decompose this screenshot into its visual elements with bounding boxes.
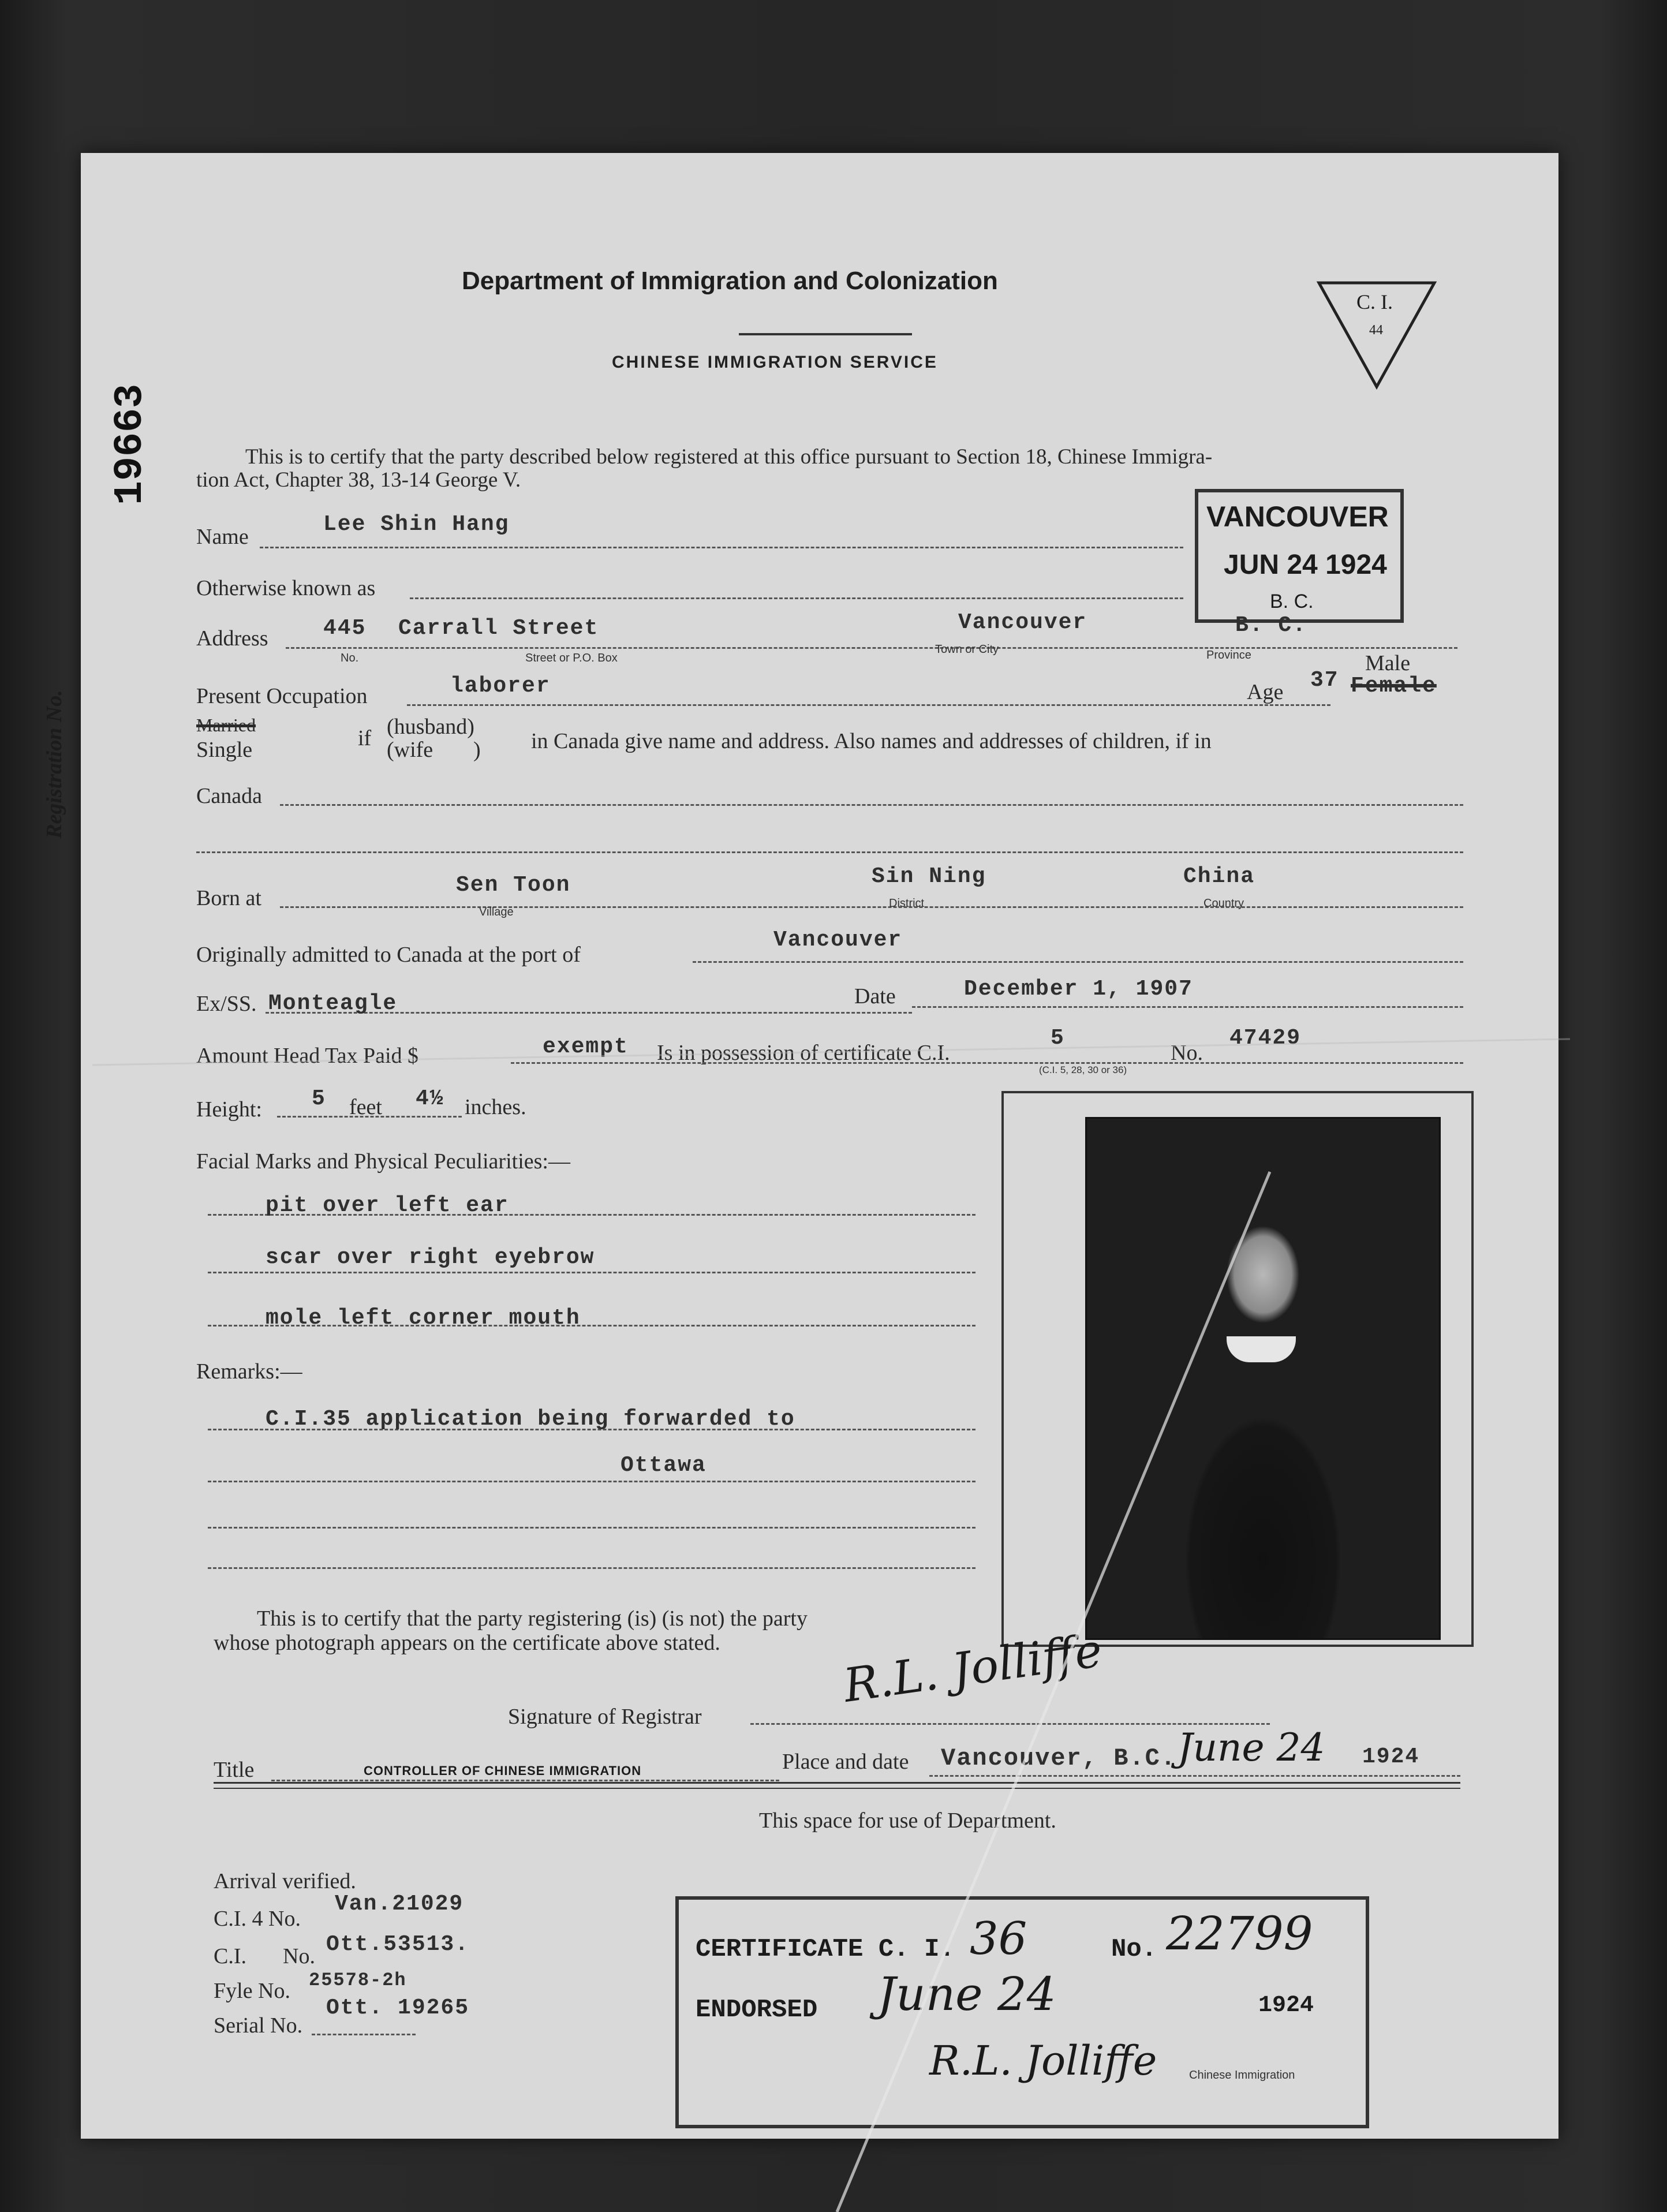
port-value: Vancouver xyxy=(773,928,903,952)
stamp-date: JUN 24 1924 xyxy=(1224,550,1387,580)
mark-3: mole left corner mouth xyxy=(266,1306,581,1331)
form-number: 44 xyxy=(1369,323,1383,338)
place-date-value: Vancouver, B.C. xyxy=(941,1744,1177,1772)
certificate-no-value: 47429 xyxy=(1229,1026,1302,1051)
address-label: Address xyxy=(196,626,268,651)
remark-1: C.I.35 application being forwarded to xyxy=(266,1407,795,1432)
village-caption: Village xyxy=(479,906,514,918)
canada-label: Canada xyxy=(196,784,262,808)
height-feet: 5 xyxy=(312,1086,326,1111)
department-space-label: This space for use of Department. xyxy=(759,1809,1056,1833)
registration-label: Registration No. xyxy=(42,690,66,839)
address-town-caption: Town or City xyxy=(935,643,999,656)
title-value: CONTROLLER OF CHINESE IMMIGRATION xyxy=(364,1763,642,1778)
stamp-endorsed-year: 1924 xyxy=(1258,1993,1314,2019)
ship-value: Monteagle xyxy=(268,991,398,1016)
ci-label: C.I. xyxy=(214,1944,246,1968)
admitted-label: Originally admitted to Canada at the port of xyxy=(196,943,581,967)
head-tax-value: exempt xyxy=(543,1034,629,1059)
department-title: Department of Immigration and Colonization xyxy=(462,267,998,295)
feet-label: feet xyxy=(349,1095,382,1119)
born-village: Sen Toon xyxy=(456,873,571,898)
stamp-no-label: No. xyxy=(1111,1935,1157,1964)
height-label: Height: xyxy=(196,1097,262,1122)
married-label: Married xyxy=(196,715,256,735)
admit-date-value: December 1, 1907 xyxy=(964,977,1193,1002)
place-date-hand: June 24 xyxy=(1178,1725,1325,1770)
address-street-caption: Street or P.O. Box xyxy=(525,652,618,664)
in-possession-label: Is in possession of certificate C.I. xyxy=(657,1041,950,1065)
husband-label: (husband) xyxy=(387,715,474,739)
single-label: Single xyxy=(196,738,253,762)
age-value: 37 xyxy=(1310,668,1339,693)
head-tax-label: Amount Head Tax Paid $ xyxy=(196,1044,419,1068)
address-province: B. C. xyxy=(1235,613,1307,638)
occupation-label: Present Occupation xyxy=(196,684,368,708)
ci-note: (C.I. 5, 28, 30 or 36) xyxy=(1039,1064,1127,1075)
certificate-no-label: No. xyxy=(1171,1041,1203,1065)
ci4-no-value: Van.21029 xyxy=(335,1892,464,1916)
stamp-endorsed-label: ENDORSED xyxy=(696,1996,818,2024)
stamp-city: VANCOUVER xyxy=(1206,500,1389,533)
mark-1: pit over left ear xyxy=(266,1193,509,1218)
facial-marks-label: Facial Marks and Physical Peculiarities:— xyxy=(196,1149,570,1174)
stamp-signature: R.L. Jolliffe xyxy=(929,2037,1157,2084)
born-at-label: Born at xyxy=(196,886,261,910)
address-street: Carrall Street xyxy=(398,616,599,641)
form-code: C. I. xyxy=(1356,290,1393,313)
ci-number-value: Ott.53513. xyxy=(326,1932,470,1957)
fyle-no-value: 25578-2h xyxy=(309,1970,407,1991)
remarks-label: Remarks:— xyxy=(196,1359,302,1384)
if-label: if xyxy=(358,726,372,750)
ci-no-suffix: No. xyxy=(283,1944,315,1968)
mark-2: scar over right eyebrow xyxy=(266,1245,595,1270)
signature-label: Signature of Registrar xyxy=(508,1705,702,1729)
address-province-caption: Province xyxy=(1206,649,1251,662)
stamp-footer: Chinese Immigration xyxy=(1189,2069,1295,2082)
remark-2: Ottawa xyxy=(621,1453,707,1478)
stamp-no-value: 22799 xyxy=(1166,1907,1313,1960)
wife-close: ) xyxy=(473,738,481,762)
certificate-ci-value: 5 xyxy=(1051,1026,1065,1051)
arrival-verified-label: Arrival verified. xyxy=(214,1869,356,1893)
born-district: Sin Ning xyxy=(872,864,986,889)
title-label: Title xyxy=(214,1758,255,1782)
address-city: Vancouver xyxy=(958,610,1087,635)
born-country: China xyxy=(1183,864,1255,889)
wife-label: (wife xyxy=(387,738,433,762)
stamp-province: B. C. xyxy=(1270,591,1314,612)
height-inches: 4½ xyxy=(416,1086,444,1111)
otherwise-known-label: Otherwise known as xyxy=(196,576,376,600)
name-label: Name xyxy=(196,525,249,549)
serial-no-value: Ott. 19265 xyxy=(326,1996,470,2020)
name-value: Lee Shin Hang xyxy=(323,512,510,537)
stamp-certificate-ci: 36 xyxy=(970,1913,1027,1965)
certification-line-2: tion Act, Chapter 38, 13-14 George V. xyxy=(196,468,521,492)
date-label: Date xyxy=(854,984,896,1008)
sex-struck: Female xyxy=(1351,674,1437,698)
fyle-no-label: Fyle No. xyxy=(214,1979,290,2003)
occupation-value: laborer xyxy=(450,674,551,698)
stamp-certificate-label: CERTIFICATE C. I. xyxy=(696,1935,955,1964)
service-title: CHINESE IMMIGRATION SERVICE xyxy=(612,353,938,372)
photo-cert-line-2: whose photograph appears on the certificate above stated. xyxy=(214,1631,720,1655)
address-no-caption: No. xyxy=(341,652,359,664)
ci4-no-label: C.I. 4 No. xyxy=(214,1907,301,1931)
place-date-label: Place and date xyxy=(782,1750,909,1774)
registrar-signature: R.L. Jolliffe xyxy=(840,1623,1105,1713)
district-caption: District xyxy=(889,897,925,910)
place-date-year: 1924 xyxy=(1362,1744,1420,1769)
sex-value: Male xyxy=(1365,651,1411,675)
certification-line-1: This is to certify that the party described below registered at this office pursuant to Section 18, Chinese Immigra- xyxy=(245,445,1213,469)
stamp-endorsed-date: June 24 xyxy=(877,1967,1056,2021)
serial-no-label: Serial No. xyxy=(214,2013,303,2038)
address-number: 445 xyxy=(323,616,367,641)
inches-label: inches. xyxy=(465,1095,526,1119)
ex-ss-label: Ex/SS. xyxy=(196,992,257,1016)
photo-cert-line-1: This is to certify that the party registering (is) (is not) the party xyxy=(257,1606,808,1631)
country-caption: Country xyxy=(1203,897,1244,910)
canada-instructions: in Canada give name and address. Also names and addresses of children, if in xyxy=(531,729,1212,753)
age-label: Age xyxy=(1247,680,1284,704)
registration-number: 19663 xyxy=(108,383,154,506)
